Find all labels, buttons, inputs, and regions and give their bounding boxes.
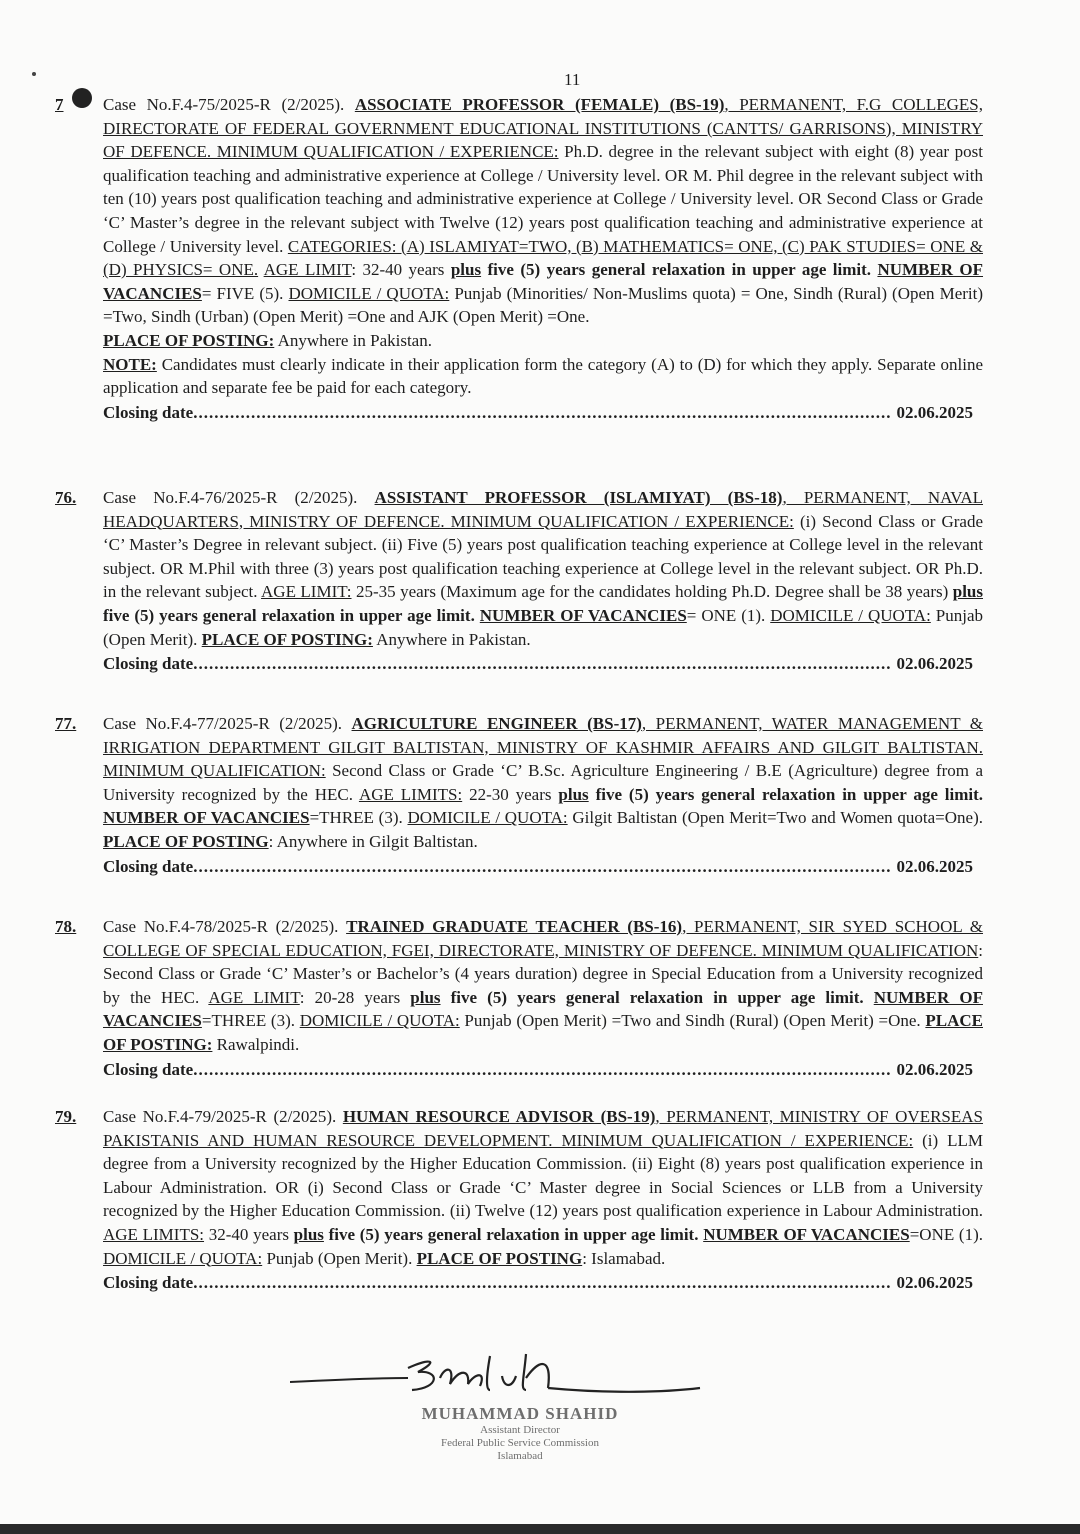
scan-speck: [32, 72, 36, 76]
closing-label: Closing date: [103, 654, 194, 674]
closing-date: 02.06.2025: [896, 856, 973, 876]
domicile: Punjab (Open Merit).: [262, 1248, 417, 1268]
posting-label: PLACE OF POSTING:: [103, 330, 275, 350]
posting-label: PLACE OF POSTING: [103, 831, 269, 851]
age-limit-label: AGE LIMITS:: [358, 784, 463, 804]
posting-label: PLACE OF POSTING: [416, 1248, 583, 1268]
plus-word: plus: [293, 1224, 324, 1244]
plus-word: plus: [558, 784, 589, 804]
case-number: Case No.F.4-76/2025-R (2/2025).: [103, 488, 375, 507]
domicile-label: DOMICILE / QUOTA:: [299, 1011, 460, 1031]
vacancies: = FIVE (5).: [201, 283, 289, 303]
advertisement-entry: [55, 712, 983, 878]
age-limit-label: AGE LIMIT:: [261, 582, 352, 602]
entry-body: [103, 486, 983, 676]
advertisement-entry: [55, 93, 983, 424]
entry-text: [103, 712, 983, 854]
leader-dots: [193, 401, 890, 425]
domicile-label: DOMICILE / QUOTA:: [103, 1248, 263, 1268]
age-limit: 32-40 years: [204, 1224, 294, 1244]
posting: Anywhere in Pakistan.: [372, 629, 531, 649]
closing-date: 02.06.2025: [896, 402, 973, 422]
domicile: Punjab (Open Merit).: [103, 605, 983, 649]
posting: Rawalpindi.: [212, 1034, 300, 1054]
leader-dots: [193, 1058, 890, 1082]
entry-body: [103, 93, 983, 424]
case-number: Case No.F.4-77/2025-R (2/2025).: [103, 714, 352, 733]
post-title: AGRICULTURE ENGINEER (BS-17): [351, 714, 642, 733]
plus-word: plus: [410, 987, 441, 1007]
vacancies-label: NUMBER OF VACANCIES: [103, 260, 984, 303]
department: , PERMANENT, MINISTRY OF OVERSEAS PAKISTANIS AND HUMAN RESOURCE DEVELOPMENT. MINIMUM QUALIFICATION / EXPERIENCE:: [103, 1107, 983, 1150]
department: , PERMANENT, SIR SYED SCHOOL & COLLEGE OF SPECIAL EDUCATION, FGEI, DIRECTORATE, MINISTRY OF DEFENCE. MINIMUM QUALIFICATION: [103, 917, 983, 960]
domicile: Punjab (Open Merit) =Two and Sindh (Rural) (Open Merit) =One.: [459, 1011, 926, 1031]
relaxation: five (5) years general relaxation in upper age limit.: [487, 260, 878, 280]
case-number: Case No.F.4-78/2025-R (2/2025).: [103, 917, 347, 936]
scan-edge-bar: [0, 1524, 1080, 1534]
domicile: Gilgit Baltistan (Open Merit=Two and Women quota=One).: [567, 808, 983, 828]
entry-body: [103, 712, 983, 878]
advertisement-entry: [55, 486, 983, 676]
leader-dots: [193, 855, 890, 879]
domicile-label: DOMICILE / QUOTA:: [770, 605, 931, 625]
closing-label: Closing date: [103, 1059, 194, 1079]
entry-body: [103, 915, 983, 1081]
age-limit-label: AGE LIMITS:: [103, 1224, 205, 1244]
vacancies: =THREE (3).: [309, 808, 408, 828]
signatory-designation: Assistant Director: [480, 1424, 560, 1436]
entry-text: [103, 93, 983, 400]
plus-word: plus: [952, 582, 983, 602]
relaxation: five (5) years general relaxation in upper age limit.: [103, 605, 480, 625]
entry-body: [103, 1105, 983, 1295]
post-title: ASSISTANT PROFESSOR (ISLAMIYAT) (BS-18): [374, 488, 783, 507]
department: , PERMANENT, WATER MANAGEMENT & IRRIGATION DEPARTMENT GILGIT BALTISTAN, MINISTRY OF KASHMIR AFFAIRS AND GILGIT BALTISTAN. MINIMUM QUALIFICATION:: [103, 714, 983, 781]
vacancies: =ONE (1).: [909, 1224, 984, 1244]
domicile-label: DOMICILE / QUOTA:: [288, 283, 450, 303]
closing-date: 02.06.2025: [896, 1059, 973, 1079]
relaxation: five (5) years general relaxation in upper age limit.: [450, 987, 874, 1007]
vacancies: =THREE (3).: [201, 1011, 300, 1031]
entry-number: 78.: [55, 917, 77, 936]
posting-label: PLACE OF POSTING:: [201, 629, 373, 649]
post-title: TRAINED GRADUATE TEACHER (BS-16): [346, 917, 683, 936]
case-number: Case No.F.4-75/2025-R (2/2025).: [103, 95, 355, 114]
post-title: ASSOCIATE PROFESSOR (FEMALE) (BS-19): [354, 95, 725, 114]
closing-date-row: [103, 652, 973, 676]
signatory-city: Islamabad: [497, 1450, 543, 1462]
signature-block: [380, 1404, 660, 1463]
closing-label: Closing date: [103, 1273, 194, 1293]
vacancies-label: NUMBER OF VACANCIES: [103, 987, 983, 1031]
qualification: Second Class or Grade ‘C’ B.Sc. Agriculture Engineering / B.E (Agriculture) degree from a University recognized by the HEC.: [103, 761, 983, 804]
age-limit: 22-30 years: [462, 784, 559, 804]
signatory-organization: Federal Public Service Commission: [441, 1437, 599, 1449]
signatory-name: MUHAMMAD SHAHID: [421, 1404, 619, 1423]
domicile-label: DOMICILE / QUOTA:: [407, 808, 568, 828]
handwritten-signature: [290, 1348, 710, 1408]
age-limit: 25-35 years (Maximum age for the candidates holding Ph.D. Degree shall be 38 years): [351, 582, 953, 602]
entry-number: 76.: [55, 488, 77, 507]
department: , PERMANENT, NAVAL HEADQUARTERS, MINISTRY OF DEFENCE. MINIMUM QUALIFICATION / EXPERIENCE:: [103, 488, 983, 531]
qualification: (i) Second Class or Grade ‘C’ Master’s Degree in relevant subject. (ii) Five (5) years post qualification teaching experience at College level in the relevant subject. OR M.Phil with three (3) years post qualification teaching experience at College level in the relevant subject. OR Ph.D. in the relevant subject.: [103, 511, 983, 602]
posting: : Anywhere in Gilgit Baltistan.: [268, 831, 478, 851]
leader-dots: [193, 1271, 890, 1295]
advertisement-entry: [55, 1105, 983, 1295]
vacancies-label: NUMBER OF VACANCIES: [703, 1224, 910, 1244]
relaxation: five (5) years general relaxation in upper age limit.: [595, 784, 984, 804]
posting: Anywhere in Pakistan.: [274, 330, 432, 350]
vacancies-label: NUMBER OF VACANCIES: [479, 605, 687, 625]
closing-date-row: [103, 1058, 973, 1082]
note: Candidates must clearly indicate in their application form the category (A) to (D) for which they apply. Separate online application and separate fee be paid for each category.: [103, 354, 983, 398]
vacancies: = ONE (1).: [686, 605, 771, 625]
closing-date: 02.06.2025: [896, 654, 973, 674]
age-limit: : 20-28 years: [299, 987, 411, 1007]
qualification: (i) LLM degree from a University recognized by the Higher Education Commission. (ii) Eight (8) years post qualification experience in Labour Administration. OR (i) Second Class or Grade ‘C’ Master degree in Social Sciences or LLB from a University recognized by the Higher Education Commission. (ii) Twelve (12) years post qualification experience in Labour Administration.: [103, 1130, 983, 1221]
age-limit: : 32-40 years: [351, 260, 451, 280]
closing-date-row: [103, 401, 973, 425]
department: , PERMANENT, F.G COLLEGES, DIRECTORATE OF FEDERAL GOVERNMENT EDUCATIONAL INSTITUTIONS (CANTTS/ GARRISONS), MINISTRY OF DEFENCE. MINIMUM QUALIFICATION / EXPERIENCE:: [103, 95, 983, 162]
posting-label: PLACE OF POSTING:: [103, 1011, 983, 1054]
entry-text: [103, 915, 983, 1057]
post-title: HUMAN RESOURCE ADVISOR (BS-19): [342, 1107, 656, 1126]
entry-number: 77.: [55, 714, 77, 733]
domicile: Punjab (Minorities/ Non-Muslims quota) = One, Sindh (Rural) (Open Merit) =Two, Sindh (Urban) (Open Merit) =One and AJK (Open Merit) =One.: [103, 283, 984, 327]
qualification: Ph.D. degree in the relevant subject with eight (8) year post qualification teaching and administrative experience at College / University level. OR M. Phil degree in the relevant subject with ten (10) years post qualification teaching and administrative experience at College / University level. OR Second Class or Grade ‘C’ Master’s degree in the relevant subject with Twelve (12) years post qualification teaching and administrative experience at College / University level.: [103, 142, 983, 256]
entry-text: [103, 486, 983, 651]
case-number: Case No.F.4-79/2025-R (2/2025).: [103, 1107, 343, 1126]
age-limit-label: AGE LIMIT: [208, 987, 300, 1007]
vacancies-label: NUMBER OF VACANCIES: [103, 808, 310, 828]
closing-label: Closing date: [103, 856, 194, 876]
closing-date: 02.06.2025: [896, 1273, 973, 1293]
categories: CATEGORIES: (A) ISLAMIYAT=TWO, (B) MATHEMATICS= ONE, (C) PAK STUDIES= ONE & (D) PHYSICS= ONE.: [103, 236, 983, 280]
closing-date-row: [103, 1271, 973, 1295]
relaxation: five (5) years general relaxation in upper age limit.: [328, 1224, 704, 1244]
posting: : Islamabad.: [582, 1248, 666, 1268]
note-label: NOTE:: [103, 354, 157, 374]
entry-text: [103, 1105, 983, 1270]
plus-word: plus: [450, 260, 482, 280]
closing-label: Closing date: [103, 402, 194, 422]
qualification: : Second Class or Grade ‘C’ Master’s or Bachelor’s (4 years duration) degree in Special Education from a University recognized by the HEC.: [103, 940, 983, 1007]
page-number: 11: [564, 70, 581, 89]
age-limit-label: AGE LIMIT: [263, 260, 352, 280]
leader-dots: [193, 652, 890, 676]
closing-date-row: [103, 855, 973, 879]
entry-number: 79.: [55, 1107, 77, 1126]
entry-number: 7: [55, 95, 64, 114]
advertisement-entry: [55, 915, 983, 1081]
